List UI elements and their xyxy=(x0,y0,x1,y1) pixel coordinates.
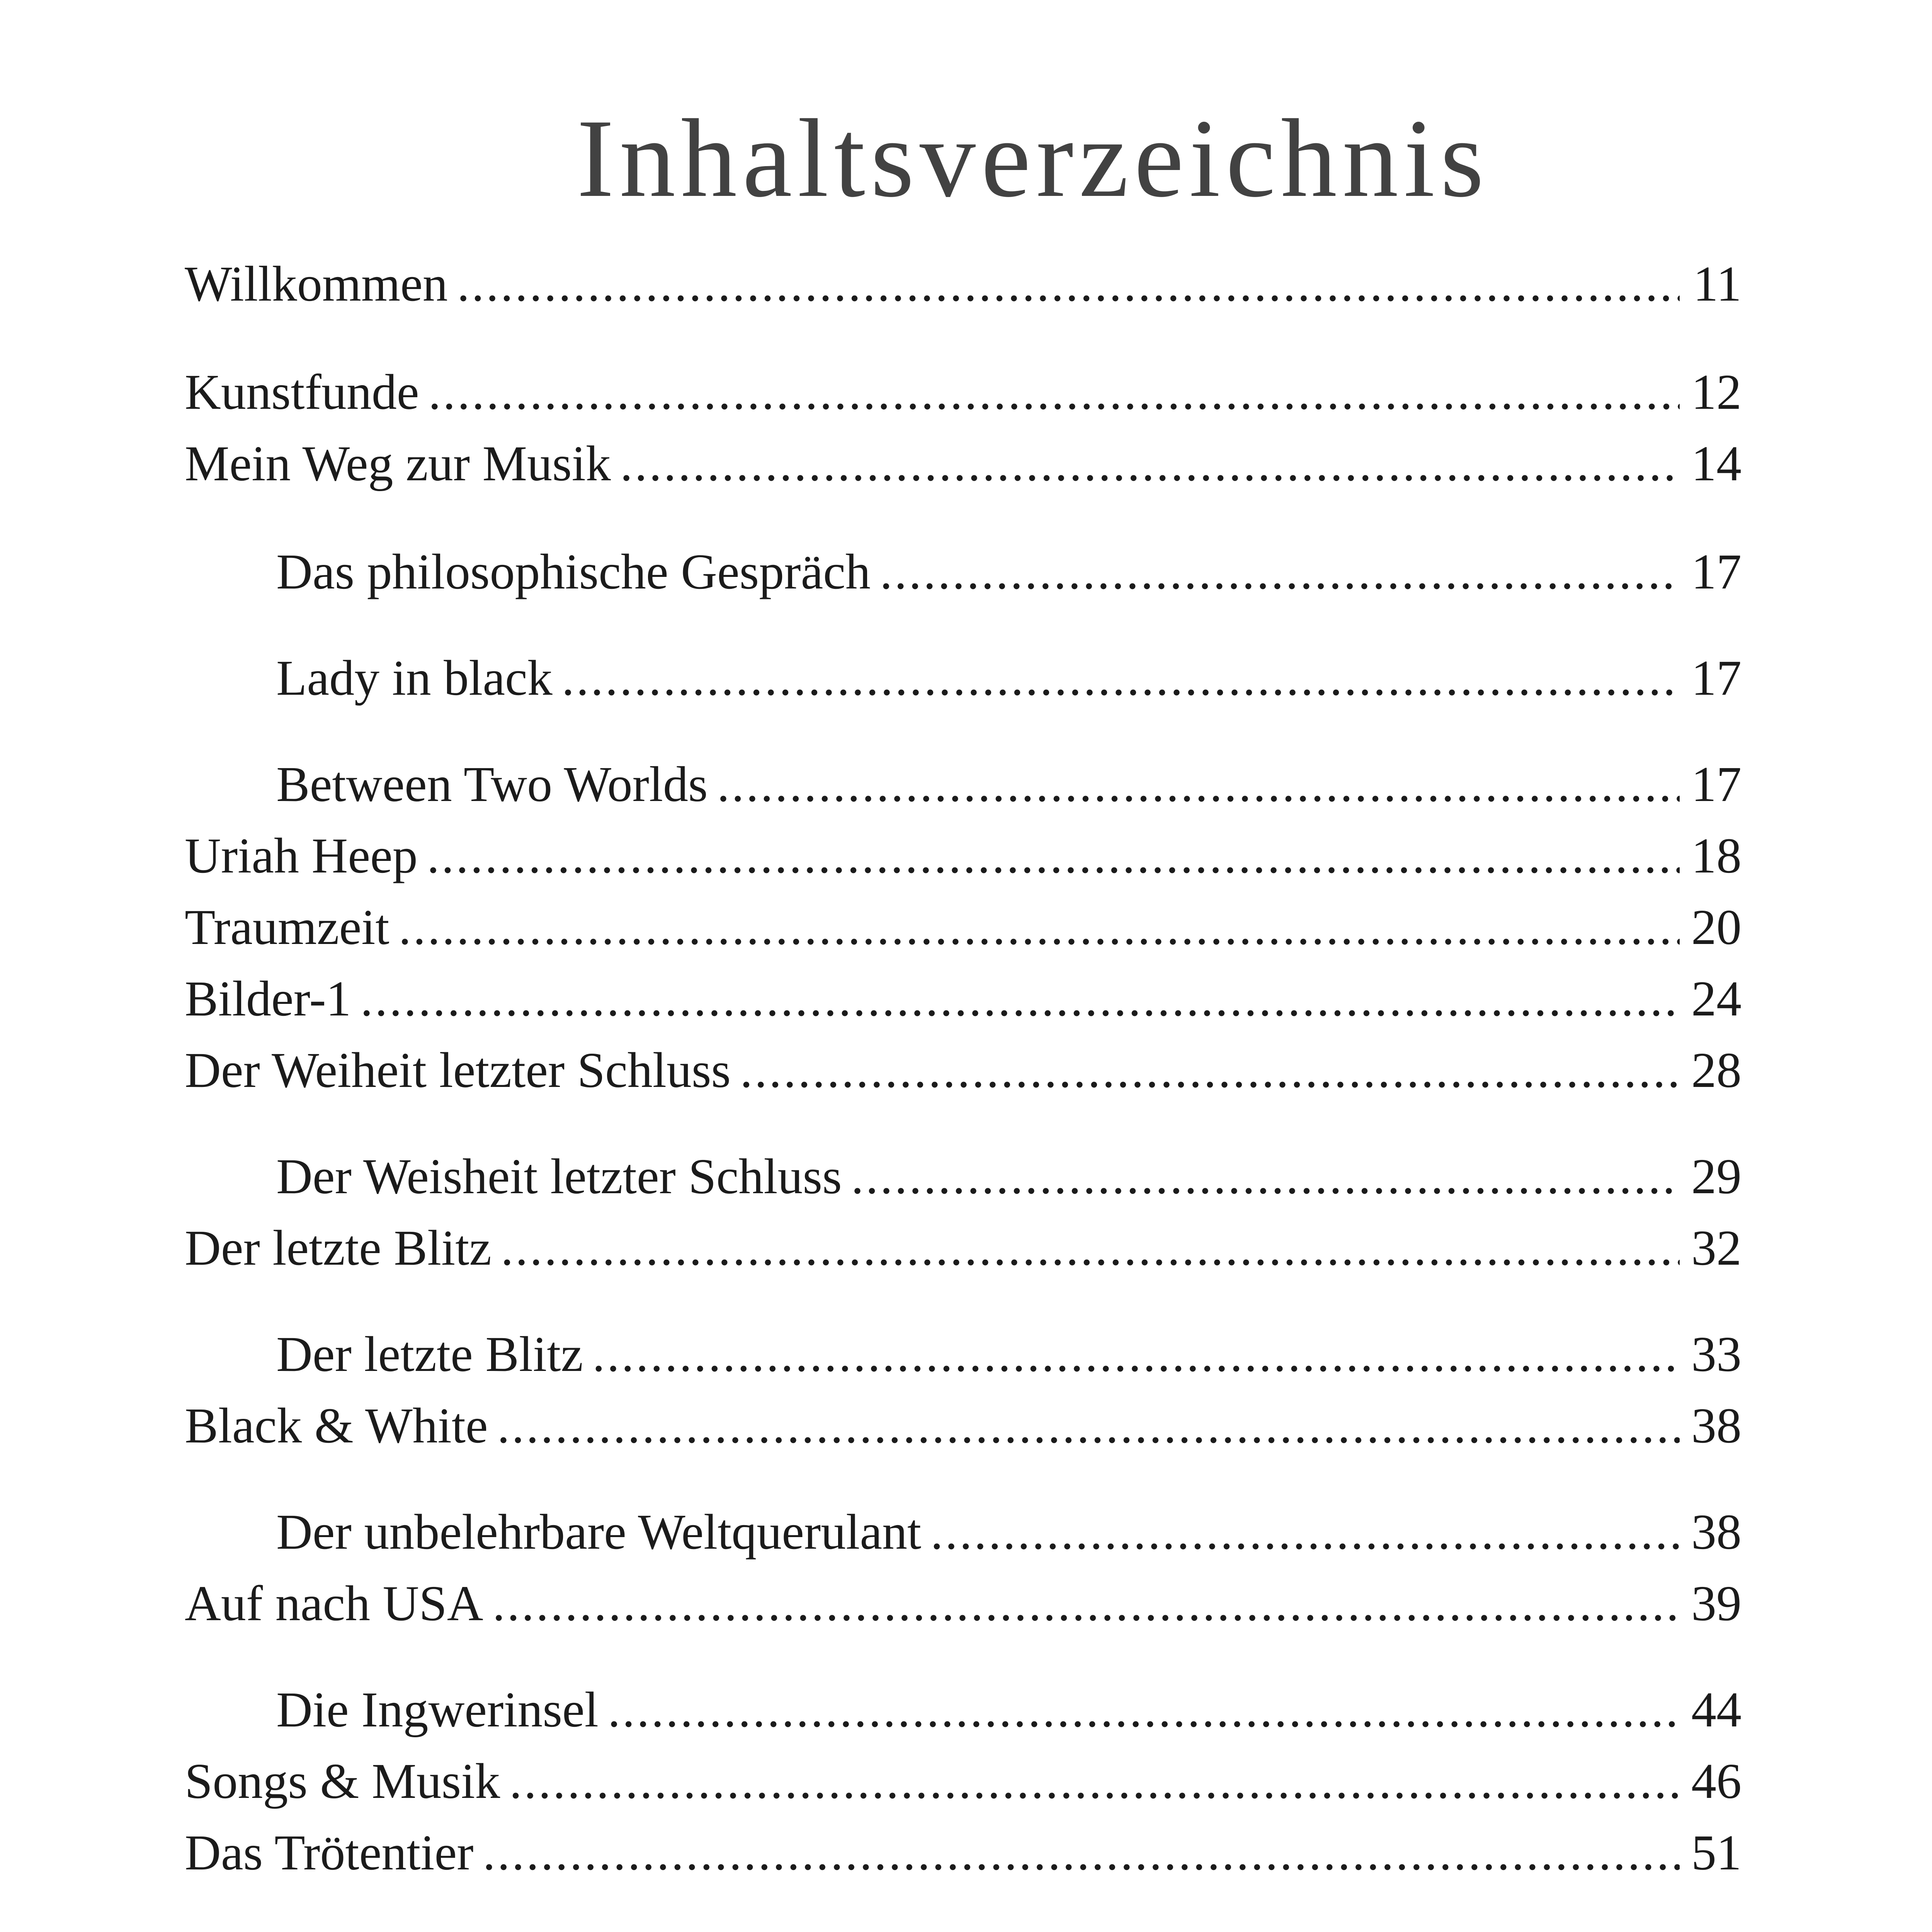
toc-entry-troetentier xyxy=(185,1824,1742,1882)
dot-leader xyxy=(620,435,1680,493)
dot-leader xyxy=(880,543,1680,601)
toc-entry-label: Black & White xyxy=(185,1398,488,1454)
dot-leader xyxy=(427,827,1680,885)
toc-entry-page: 28 xyxy=(1691,1043,1742,1098)
toc-entry-page: 24 xyxy=(1691,971,1742,1027)
toc-entry-label: Mein Weg zur Musik xyxy=(185,436,611,492)
toc-entry-label: Der Weiheit letzter Schluss xyxy=(185,1043,731,1098)
toc-subentry-ingwerinsel xyxy=(276,1681,1742,1739)
toc-entry-page: 20 xyxy=(1691,900,1742,955)
toc-entry-page: 46 xyxy=(1691,1753,1742,1809)
toc-entry-label: Between Two Worlds xyxy=(276,757,708,812)
toc-entry-page: 12 xyxy=(1691,364,1742,420)
toc-entry-willkommen xyxy=(185,255,1742,313)
toc-entry-label: Auf nach USA xyxy=(185,1576,483,1631)
toc-entry-page: 39 xyxy=(1691,1576,1742,1631)
toc-entry-label: Der Weisheit letzter Schluss xyxy=(276,1149,842,1204)
dot-leader xyxy=(483,1824,1680,1882)
toc-entry-page: 29 xyxy=(1691,1149,1742,1204)
dot-leader xyxy=(501,1219,1680,1277)
toc-entry-label: Das Trötentier xyxy=(185,1825,474,1881)
toc-entry-kunstfunde xyxy=(185,363,1742,421)
toc-entry-songs-und-musik xyxy=(185,1752,1742,1810)
toc-entry-label: Songs & Musik xyxy=(185,1753,500,1809)
dot-leader xyxy=(608,1681,1680,1739)
toc-entry-label: Lady in black xyxy=(276,650,553,706)
toc-entry-page: 17 xyxy=(1691,650,1742,706)
toc-entry-black-and-white xyxy=(185,1397,1742,1455)
toc-entry-page: 44 xyxy=(1691,1682,1742,1738)
toc-entry-label: Willkommen xyxy=(185,256,448,312)
toc-entry-page: 14 xyxy=(1691,436,1742,492)
toc-entry-label: Traumzeit xyxy=(185,900,389,955)
toc-entry-weiheit-letzter-schluss xyxy=(185,1041,1742,1099)
toc-entry-label: Uriah Heep xyxy=(185,828,418,884)
toc-entry-label: Der letzte Blitz xyxy=(185,1220,492,1276)
dot-leader xyxy=(562,649,1680,707)
dot-leader xyxy=(493,1575,1680,1633)
toc-entry-page: 38 xyxy=(1691,1398,1742,1454)
toc-entry-label: Kunstfunde xyxy=(185,364,419,420)
toc-entry-label: Das philosophische Gespräch xyxy=(276,544,871,600)
dot-leader xyxy=(740,1041,1680,1099)
toc-entry-label: Die Ingwerinsel xyxy=(276,1682,599,1738)
toc-subentry-lady-in-black xyxy=(276,649,1742,707)
toc-entry-page: 32 xyxy=(1691,1220,1742,1276)
toc-entry-auf-nach-usa xyxy=(185,1575,1742,1633)
toc-entry-page: 17 xyxy=(1691,757,1742,812)
toc-entry-mein-weg-zur-musik xyxy=(185,435,1742,493)
toc-entry-page: 11 xyxy=(1693,256,1742,312)
dot-leader xyxy=(457,255,1680,313)
toc-subentry-philosophische-gespraech xyxy=(276,543,1742,601)
dot-leader xyxy=(497,1397,1680,1455)
toc-entry-der-letzte-blitz xyxy=(185,1219,1742,1277)
dot-leader xyxy=(930,1503,1680,1561)
toc-entry-label: Der unbelehrbare Weltquerulant xyxy=(276,1504,922,1560)
dot-leader xyxy=(361,970,1680,1028)
toc-subentry-weltquerulant xyxy=(276,1503,1742,1561)
dot-leader xyxy=(717,755,1680,813)
toc-subentry-weisheit-letzter-schluss xyxy=(276,1148,1742,1206)
toc-entry-page: 17 xyxy=(1691,544,1742,600)
dot-leader xyxy=(851,1148,1680,1206)
toc-subentry-der-letzte-blitz xyxy=(276,1325,1742,1383)
dot-leader xyxy=(429,363,1680,421)
dot-leader xyxy=(509,1752,1680,1810)
toc-entry-uriah-heep xyxy=(185,827,1742,885)
toc-entry-label: Der letzte Blitz xyxy=(276,1327,583,1382)
toc-entry-page: 18 xyxy=(1691,828,1742,884)
toc-entry-bilder-1 xyxy=(185,970,1742,1028)
dot-leader xyxy=(592,1325,1680,1383)
toc-entry-page: 33 xyxy=(1691,1327,1742,1382)
dot-leader xyxy=(399,898,1680,956)
toc-entry-label: Bilder-1 xyxy=(185,971,351,1027)
toc-entry-page: 51 xyxy=(1691,1825,1742,1881)
toc-entry-page: 38 xyxy=(1691,1504,1742,1560)
page-title: Inhaltsverzeichnis xyxy=(577,96,1490,220)
toc-subentry-between-two-worlds xyxy=(276,755,1742,813)
toc-entry-traumzeit xyxy=(185,898,1742,956)
